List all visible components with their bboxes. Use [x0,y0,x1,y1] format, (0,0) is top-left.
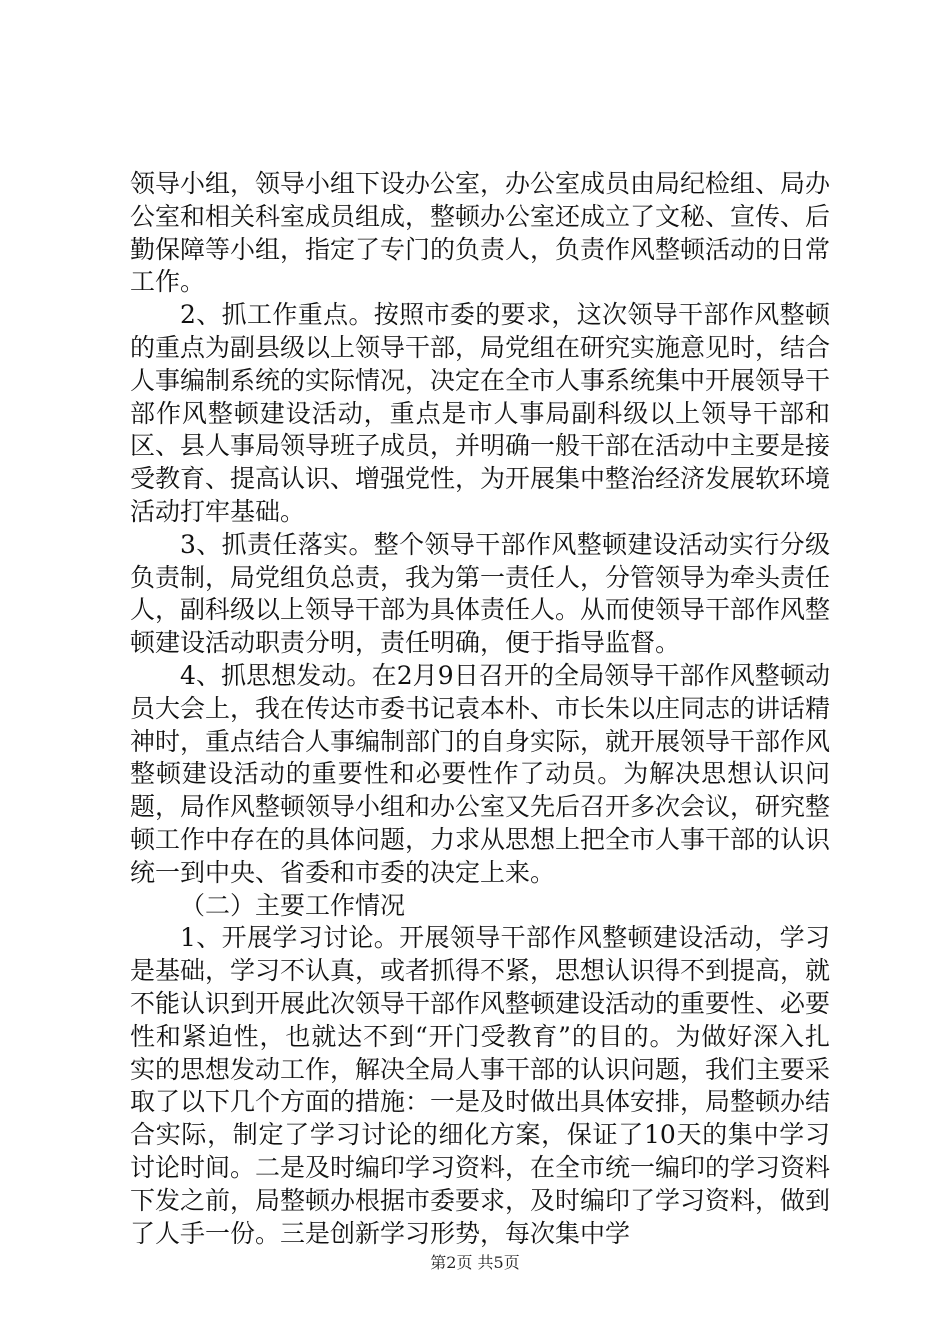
paragraph-work-focus: 2、抓工作重点。按照市委的要求，这次领导干部作风整顿的重点为副县级以上领导干部，局党组在研究实施意见时，结合人事编制系统的实际情况，决定在全市人事系统集中开展领导干部作风整顿建设活动，重点是市人事局副科级以上领导干部和区、县人事局领导班子成员，并明确一般干部在活动中主要是接受教育、提高认识、增强党性，为开展集中整治经济发展软环境活动打牢基础。 [130,300,831,526]
document-body [130,168,830,1250]
paragraph-continued: 领导小组，领导小组下设办公室，办公室成员由局纪检组、局办公室和相关科室成员组成，整顿办公室还成立了文秘、宣传、后勤保障等小组，指定了专门的负责人，负责作风整顿活动的日常工作。 [130,169,831,297]
paragraph-responsibility: 3、抓责任落实。整个领导干部作风整顿建设活动实行分级负责制，局党组负总责，我为第一责任人，分管领导为牵头责任人，副科级以上领导干部为具体责任人。从而使领导干部作风整顿建设活动职责分明，责任明确，便于指导监督。 [130,529,831,658]
paragraph-mobilization: 4、抓思想发动。在2月9日召开的全局领导干部作风整顿动员大会上，我在传达市委书记袁本朴、市长朱以庄同志的讲话精神时，重点结合人事编制部门的自身实际，就开展领导干部作风整顿建设活动的重要性和必要性作了动员。为解决思想认识问题，局作风整顿领导小组和办公室又先后召开多次会议，研究整顿工作中存在的具体问题，力求从思想上把全市人事干部的认识统一到中央、省委和市委的决定上来。 [130,660,831,887]
section-heading: （二）主要工作情况 [180,890,406,920]
page-footer: 第2页 共5页 [430,1253,520,1272]
paragraph-study-discussion: 1、开展学习讨论。开展领导干部作风整顿建设活动，学习是基础，学习不认真，或者抓得不紧，思想认识得不到提高，就不能认识到开展此次领导干部作风整顿建设活动的重要性、必要性和紧迫性，也就达不到“开门受教育”的目的。为做好深入扎实的思想发动工作，解决全局人事干部的认识问题，我们主要采取了以下几个方面的措施：一是及时做出具体安排，局整顿办结合实际，制定了学习讨论的细化方案，保证了10天的集中学习讨论时间。二是及时编印学习资料，在全市统一编印的学习资料下发之前，局整顿办根据市委要求，及时编印了学习资料，做到了人手一份。三是创新学习形势，每次集中学 [130,923,831,1248]
